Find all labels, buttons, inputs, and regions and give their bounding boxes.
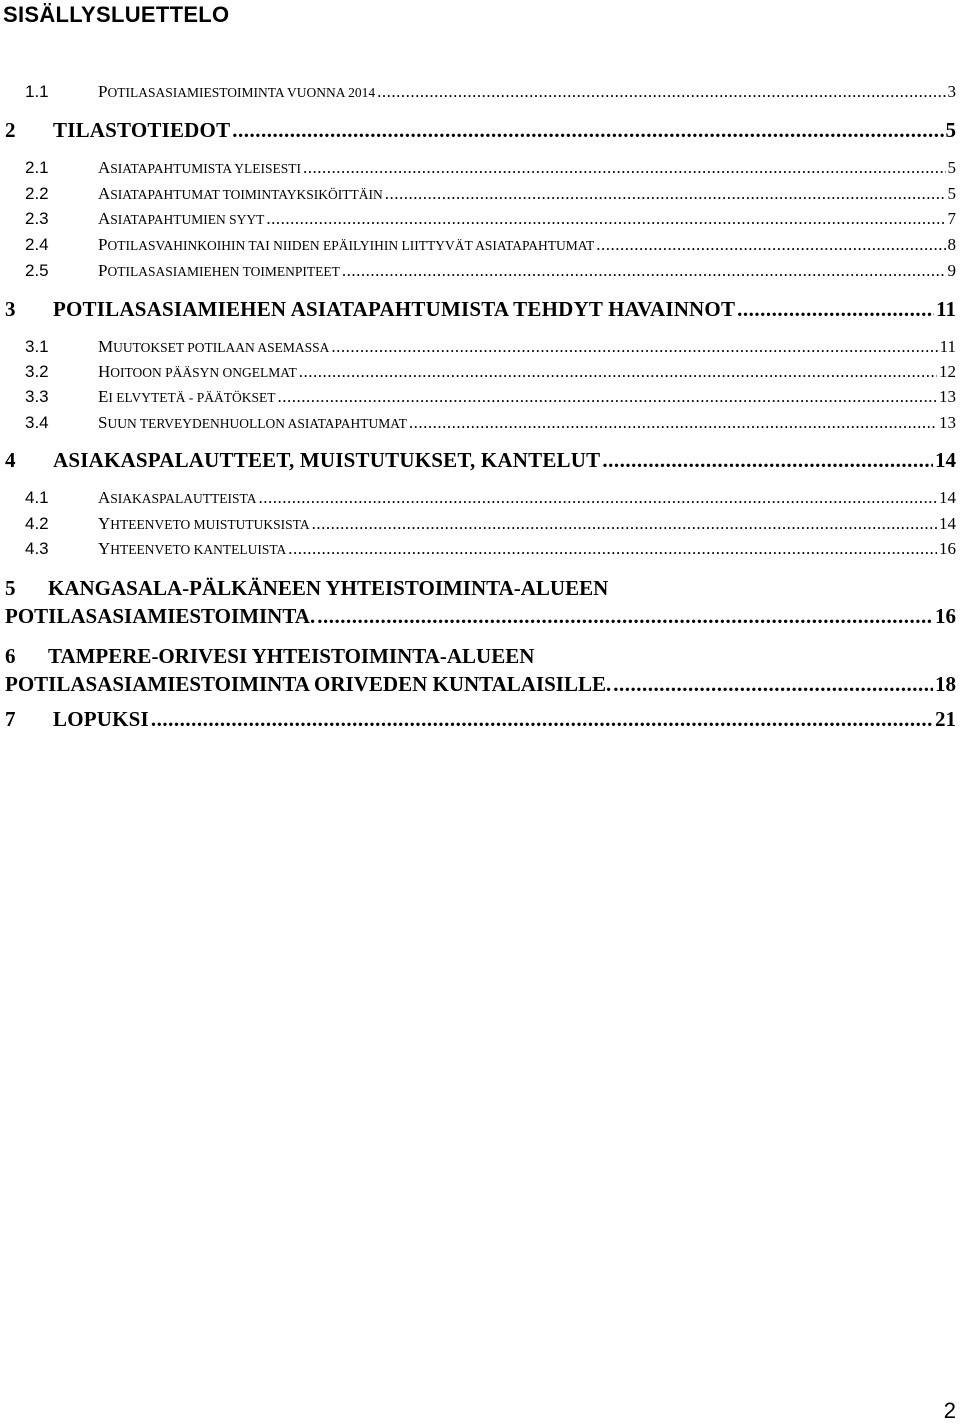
toc-entry-number: 2 — [5, 118, 16, 142]
toc-entry-page: 12 — [939, 362, 956, 381]
toc-entry-label: ASIAKASPALAUTTEET, MUISTUTUKSET, KANTELUT — [53, 448, 601, 472]
toc-entry-label: YHTEENVETO KANTELUISTA — [98, 539, 287, 558]
toc-entry-page: 14 — [935, 448, 956, 472]
toc-entry-number: 4.2 — [25, 514, 49, 533]
toc-entry-page: 18 — [935, 672, 956, 696]
toc-entry-number: 7 — [5, 707, 16, 731]
toc-entry-6[interactable] — [5, 642, 956, 698]
toc-title: SISÄLLYSLUETTELO — [3, 2, 230, 27]
toc-entry-number: 3.4 — [25, 413, 49, 432]
toc-entry-label: ASIATAPAHTUMIEN SYYT — [98, 209, 265, 228]
toc-entry-number: 3 — [5, 297, 16, 321]
dot-leader — [303, 158, 945, 178]
toc-entry-4-3[interactable] — [25, 539, 956, 565]
toc-entry-label: POTILASASIAMIEHEN ASIATAPAHTUMISTA TEHDYT HAVAINNOT — [53, 297, 736, 321]
toc-entry-3-2[interactable] — [25, 362, 956, 388]
toc-entry-page: 14 — [939, 514, 956, 533]
toc-entry-5[interactable] — [5, 574, 956, 630]
toc-entry-label: KANGASALA-PÄLKÄNEEN YHTEISTOIMINTA-ALUEEN — [48, 576, 609, 600]
dot-leader — [602, 448, 933, 473]
page-number: 2 — [943, 1398, 956, 1423]
toc-entry-page: 3 — [947, 82, 956, 101]
toc-entry-label: YHTEENVETO MUISTUTUKSISTA — [98, 514, 310, 533]
toc-entry-label: ASIATAPAHTUMISTA YLEISESTI — [98, 158, 302, 177]
toc-entry-2[interactable] — [5, 118, 956, 148]
toc-entry-page: 8 — [947, 235, 956, 254]
toc-entry-4-2[interactable] — [25, 514, 956, 540]
toc-entry-label: TILASTOTIEDOT — [53, 118, 231, 142]
toc-entry-2-3[interactable] — [25, 209, 956, 235]
toc-entry-4[interactable] — [5, 448, 956, 478]
toc-entry-2-2[interactable] — [25, 184, 956, 210]
toc-entry-page: 16 — [935, 604, 956, 628]
toc-entry-number: 4.3 — [25, 539, 49, 558]
toc-entry-label-continued: POTILASASIAMIESTOIMINTA ORIVEDEN KUNTALAISILLE. — [5, 672, 612, 696]
toc-entry-label: LOPUKSI — [53, 707, 149, 731]
toc-entry-number: 2.2 — [25, 184, 49, 203]
dot-leader — [737, 297, 934, 322]
toc-entry-2-5[interactable] — [25, 261, 956, 287]
toc-entry-label: POTILASVAHINKOIHIN TAI NIIDEN EPÄILYIHIN LIITTYVÄT ASIATAPAHTUMAT — [98, 235, 595, 254]
dot-leader — [278, 387, 938, 407]
dot-leader — [331, 337, 937, 357]
toc-entry-number: 2.3 — [25, 209, 49, 228]
toc-entry-page: 7 — [947, 209, 956, 228]
dot-leader — [596, 235, 945, 255]
toc-entry-number: 4.1 — [25, 488, 49, 507]
toc-entry-page: 5 — [945, 118, 956, 142]
toc-entry-page: 13 — [939, 387, 956, 406]
toc-entry-4-1[interactable] — [25, 488, 956, 514]
toc-entry-page: 16 — [939, 539, 956, 558]
toc-entry-number: 2.1 — [25, 158, 49, 177]
toc-entry-3[interactable] — [5, 297, 956, 327]
toc-entry-page: 13 — [939, 413, 956, 432]
toc-entry-page: 14 — [939, 488, 956, 507]
dot-leader — [299, 362, 937, 382]
toc-entry-label-continued: POTILASASIAMIESTOIMINTA. — [5, 604, 316, 628]
dot-leader — [317, 602, 933, 630]
toc-entry-3-1[interactable] — [25, 337, 956, 363]
toc-entry-number: 6 — [5, 644, 16, 668]
toc-entry-page: 5 — [947, 184, 956, 203]
toc-entry-number: 3.1 — [25, 337, 49, 356]
toc-entry-page: 21 — [935, 707, 956, 731]
dot-leader — [258, 488, 937, 508]
toc-entry-number: 4 — [5, 448, 16, 472]
toc-entry-label: HOITOON PÄÄSYN ONGELMAT — [98, 362, 297, 381]
dot-leader — [409, 413, 937, 433]
toc-entry-label: TAMPERE-ORIVESI YHTEISTOIMINTA-ALUEEN — [48, 644, 535, 668]
dot-leader — [377, 82, 945, 102]
toc-entry-number: 3.2 — [25, 362, 49, 381]
toc-entry-page: 11 — [939, 337, 956, 356]
toc-entry-page: 9 — [947, 261, 956, 280]
toc-entry-label: POTILASASIAMIESTOIMINTA VUONNA 2014 — [98, 82, 376, 101]
dot-leader — [312, 514, 937, 534]
dot-leader — [385, 184, 946, 204]
toc-entry-number: 1.1 — [25, 82, 49, 101]
dot-leader — [266, 209, 945, 229]
toc-entry-number: 2.5 — [25, 261, 49, 280]
toc-entry-label: EI ELVYTETÄ - PÄÄTÖKSET — [98, 387, 276, 406]
toc-entry-number: 3.3 — [25, 387, 49, 406]
toc-entry-number: 5 — [5, 576, 16, 600]
toc-entry-7[interactable] — [5, 707, 956, 737]
dot-leader — [613, 670, 933, 698]
toc-entry-1-1[interactable] — [25, 82, 956, 108]
toc-entry-page: 5 — [947, 158, 956, 177]
toc-entry-3-3[interactable] — [25, 387, 956, 413]
toc-entry-label: SUUN TERVEYDENHUOLLON ASIATAPAHTUMAT — [98, 413, 407, 432]
dot-leader — [232, 118, 943, 143]
toc-entry-2-4[interactable] — [25, 235, 956, 261]
toc-entry-label: ASIATAPAHTUMAT TOIMINTAYKSIKÖITTÄIN — [98, 184, 383, 203]
toc-entry-page: 11 — [936, 297, 956, 321]
dot-leader — [151, 707, 933, 732]
toc-entry-label: POTILASASIAMIEHEN TOIMENPITEET — [98, 261, 340, 280]
toc-entry-number: 2.4 — [25, 235, 49, 254]
toc-entry-label: MUUTOKSET POTILAAN ASEMASSA — [98, 337, 330, 356]
toc-entry-label: ASIAKASPALAUTTEISTA — [98, 488, 257, 507]
dot-leader — [288, 539, 937, 559]
toc-entry-3-4[interactable] — [25, 413, 956, 439]
dot-leader — [342, 261, 946, 281]
toc-entry-2-1[interactable] — [25, 158, 956, 184]
